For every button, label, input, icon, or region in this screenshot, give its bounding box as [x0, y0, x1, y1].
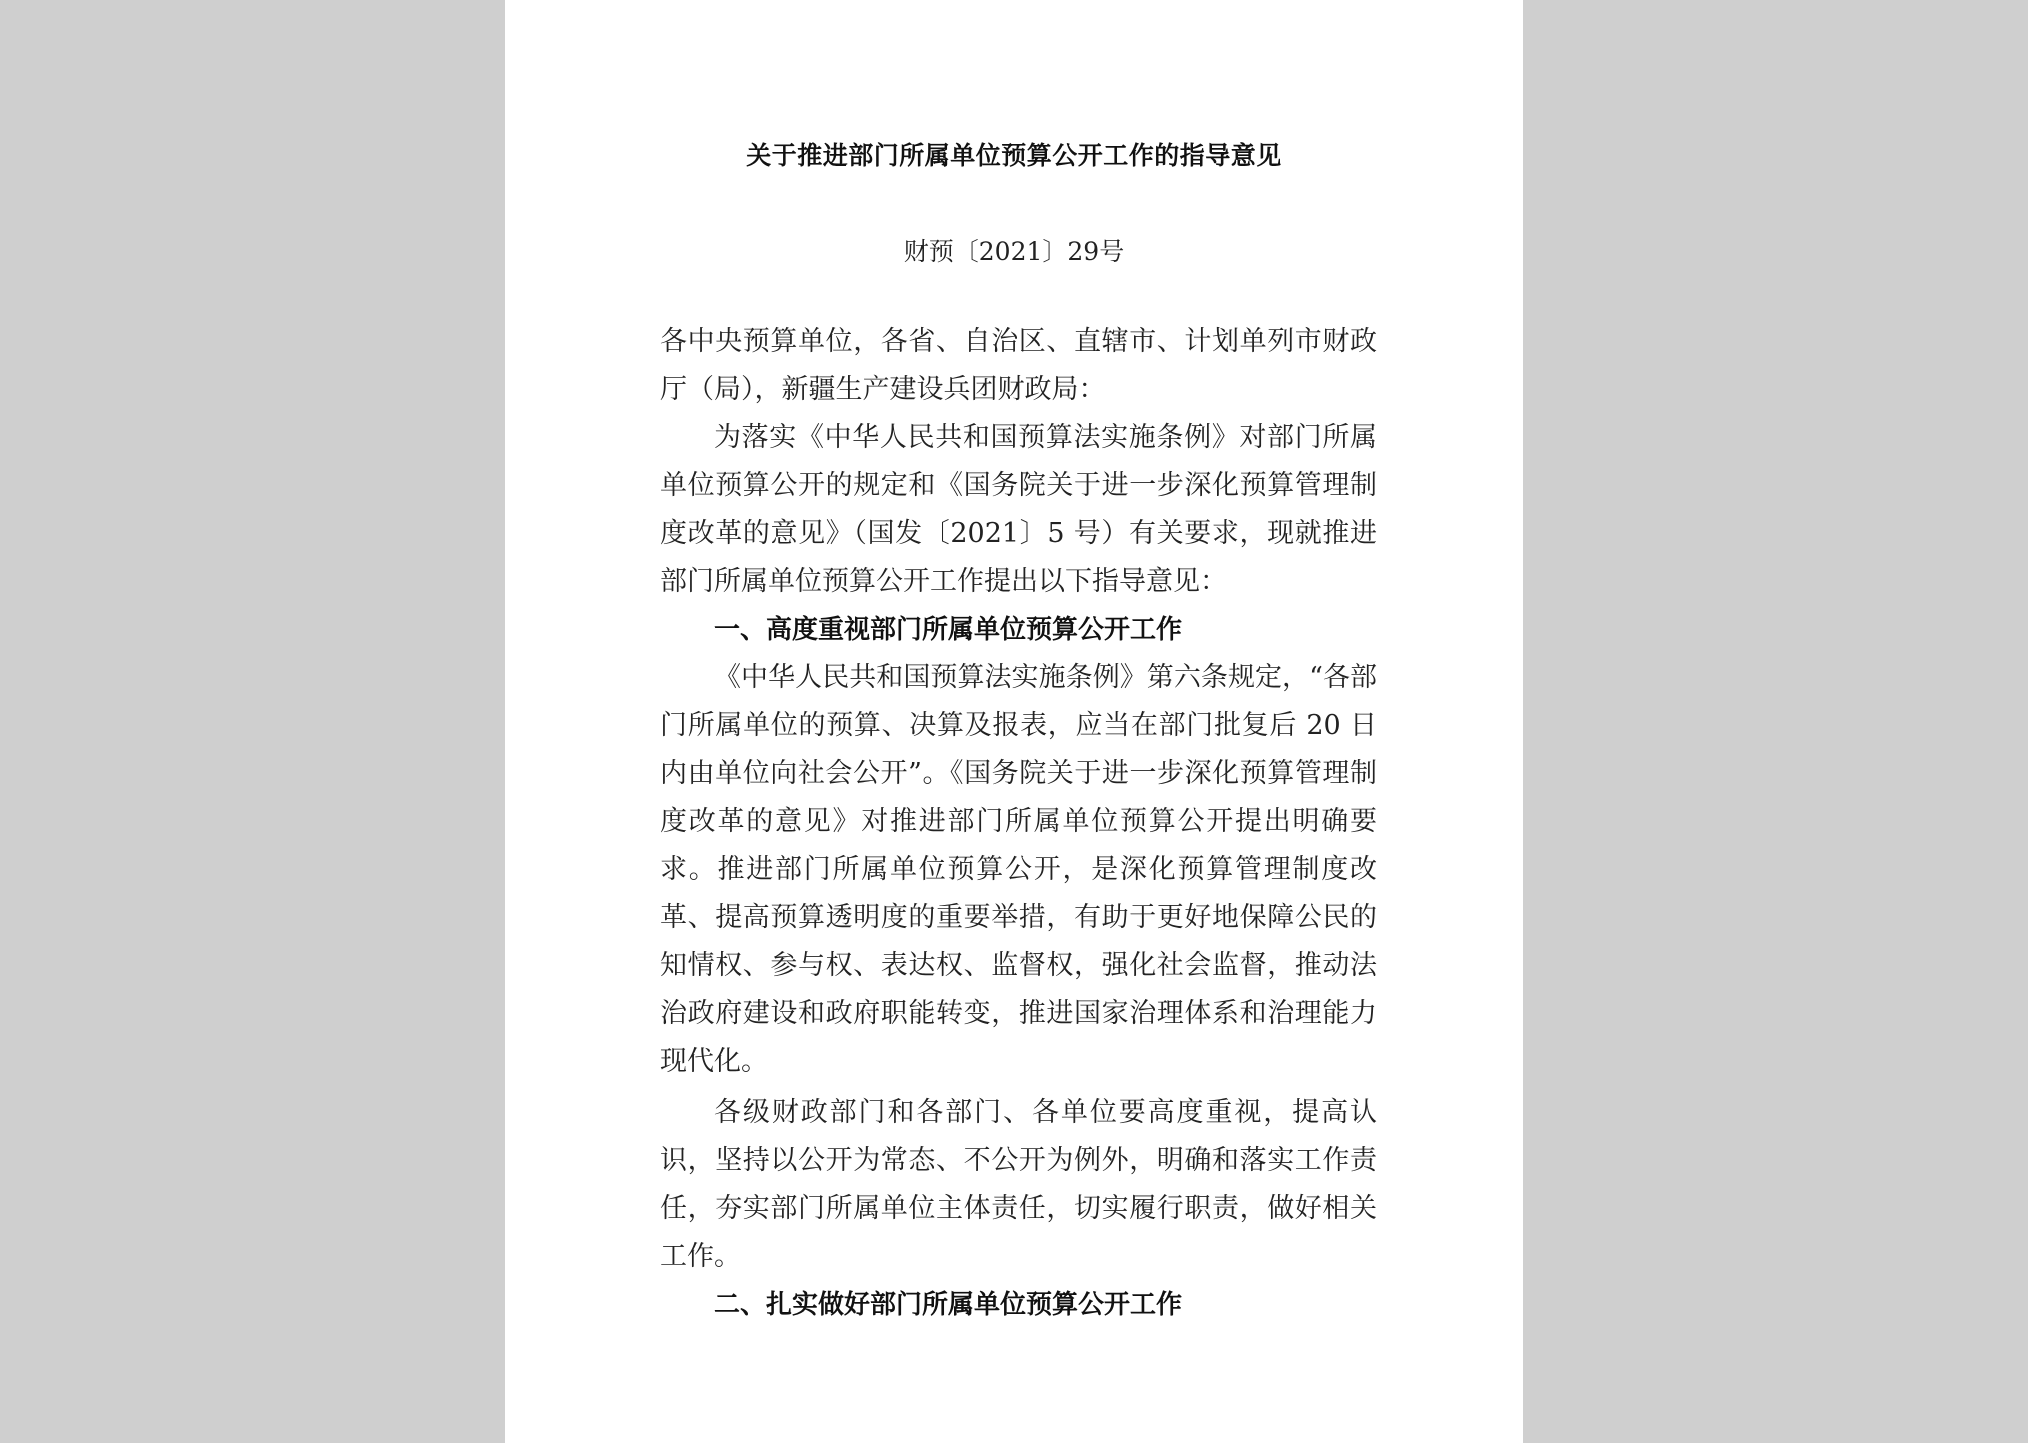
document-page [505, 0, 1523, 1443]
document-number: 财预〔2021〕29号 [903, 237, 1125, 266]
salutation: 各中央预算单位，各省、自治区、直辖市、计划单列市财政厅（局），新疆生产建设兵团财政局： [660, 326, 1377, 405]
section-heading-2: 二、扎实做好部门所属单位预算公开工作 [714, 1290, 1183, 1320]
document-body [660, 318, 1377, 1329]
section-heading-1: 一、高度重视部门所属单位预算公开工作 [714, 615, 1183, 645]
section1-paragraph-1: 《中华人民共和国预算法实施条例》第六条规定，“各部门所属单位的预算、决算及报表，应当在部门批复后 20 日内由单位向社会公开”。《国务院关于进一步深化预算管理制度改革的意见》对推进部门所属单位预算公开提出明确要求。推进部门所属单位预算公开，是深化预算管理制度改革、提高预算透明度的重要举措，有助于更好地保障公民的知情权、参与权、表达权、监督权，强化社会监督，推动法治政府建设和政府职能转变，推进国家治理体系和治理能力现代化。 [660, 662, 1377, 1077]
document-title: 关于推进部门所属单位预算公开工作的指导意见 [746, 141, 1282, 170]
section1-paragraph-2: 各级财政部门和各部门、各单位要高度重视，提高认识，坚持以公开为常态、不公开为例外，明确和落实工作责任，夯实部门所属单位主体责任，切实履行职责，做好相关工作。 [660, 1097, 1377, 1272]
intro-paragraph: 为落实《中华人民共和国预算法实施条例》对部门所属单位预算公开的规定和《国务院关于进一步深化预算管理制度改革的意见》（国发〔2021〕5 号）有关要求，现就推进部门所属单位预算公开工作提出以下指导意见： [660, 422, 1377, 597]
